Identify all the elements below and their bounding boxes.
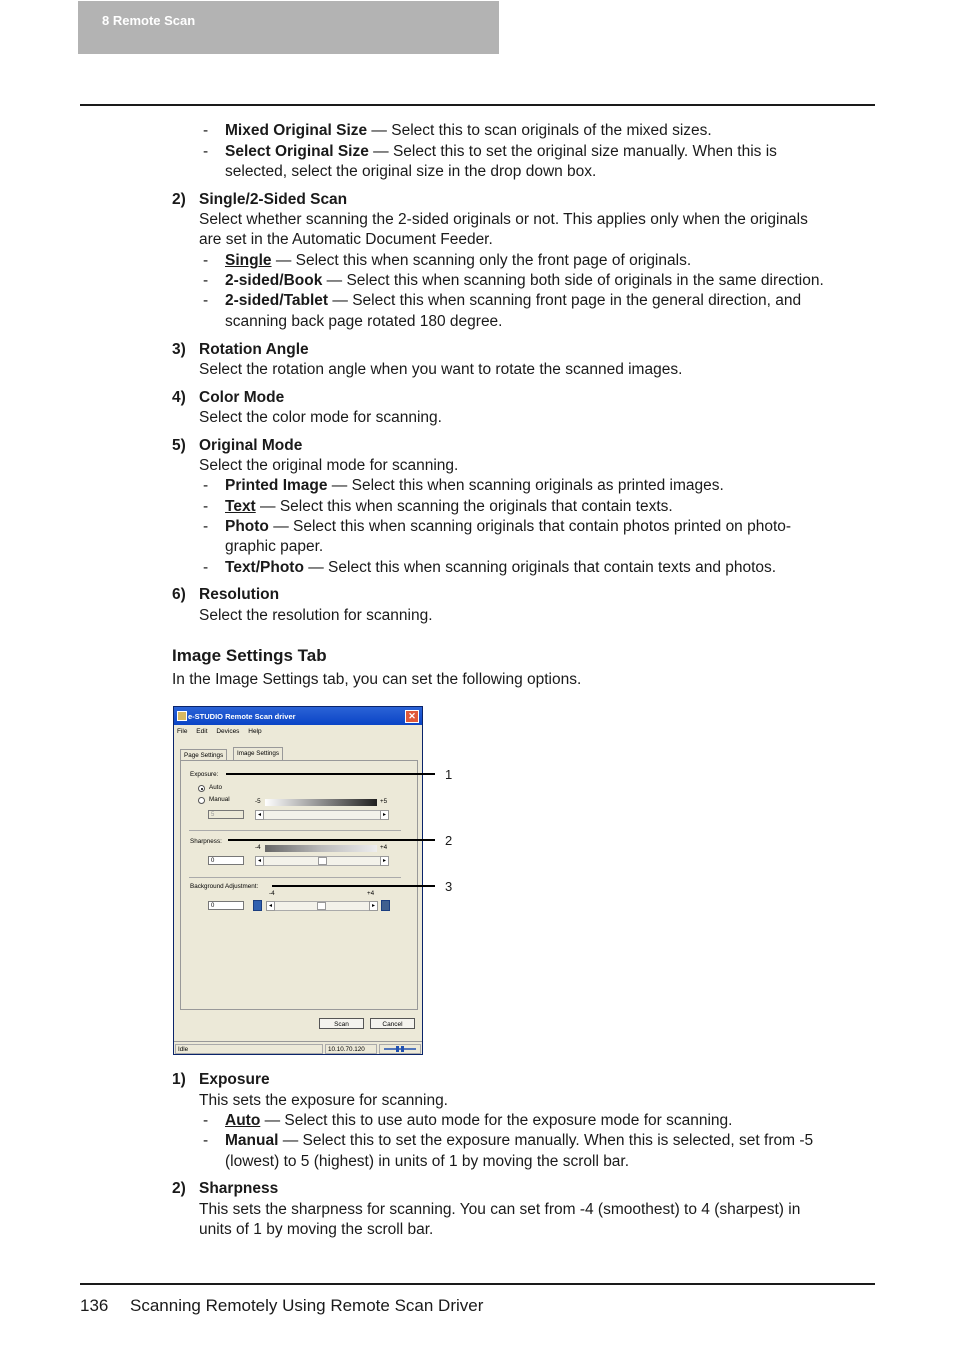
manual-radio[interactable]	[198, 797, 205, 804]
item-text: Select the rotation angle when you want to rotate the scanned images.	[199, 361, 683, 378]
section-intro: In the Image Settings tab, you can set the following options.	[172, 671, 582, 688]
item-number: 3)	[172, 341, 186, 358]
scroll-left-icon[interactable]: ◂	[266, 901, 275, 911]
remote-scan-dialog	[173, 706, 423, 1055]
item-title-color-mode: Color Mode	[199, 389, 285, 406]
bullet-dash: -	[203, 143, 209, 160]
status-text: Idle	[175, 1044, 323, 1054]
bullet-dash: -	[203, 272, 209, 289]
menu-edit[interactable]: Edit	[196, 728, 208, 735]
bullet-continuation: selected, select the original size in the drop down box.	[225, 163, 597, 180]
item-number: 2)	[172, 1180, 186, 1197]
item-text: units of 1 by moving the scroll bar.	[199, 1221, 434, 1238]
scroll-right-icon[interactable]: ▸	[380, 810, 389, 820]
connection-icon	[379, 1044, 421, 1054]
item-text: are set in the Automatic Document Feeder.	[199, 231, 493, 248]
bullet-select-original-size: Select Original Size — Select this to set the original size manually. When this is	[225, 143, 777, 160]
bullet-dash: -	[203, 498, 209, 515]
status-ip: 10.10.70.120	[325, 1044, 377, 1054]
section-heading: Image Settings Tab	[172, 646, 327, 665]
sharpness-gradient	[265, 845, 377, 852]
bullet-dash: -	[203, 1132, 209, 1149]
sharpness-scrollbar[interactable]	[255, 856, 389, 866]
background-value-field[interactable]: 0	[208, 901, 244, 910]
exposure-max-label: +5	[380, 798, 388, 805]
top-rule	[80, 104, 875, 106]
callout-line-2	[228, 839, 435, 841]
background-lighter-icon[interactable]	[253, 900, 262, 911]
footer-title: Scanning Remotely Using Remote Scan Driver	[130, 1296, 484, 1315]
item-number: 4)	[172, 389, 186, 406]
bottom-rule	[80, 1283, 875, 1285]
item-title-exposure: Exposure	[199, 1071, 270, 1088]
item-title-sharpness: Sharpness	[199, 1180, 279, 1197]
background-adjustment-label: Background Adjustment:	[190, 883, 259, 890]
dialog-title: e-STUDIO Remote Scan driver	[188, 712, 296, 721]
background-slider-thumb[interactable]	[317, 902, 326, 910]
menu-devices[interactable]: Devices	[216, 728, 240, 735]
bullet-mixed-original-size: Mixed Original Size — Select this to scan originals of the mixed sizes.	[225, 122, 712, 139]
item-text: Select the resolution for scanning.	[199, 607, 433, 624]
bullet-continuation: scanning back page rotated 180 degree.	[225, 313, 503, 330]
auto-radio[interactable]	[198, 785, 205, 792]
app-icon	[177, 711, 187, 721]
close-icon[interactable]: ✕	[405, 710, 419, 723]
scan-button[interactable]: Scan	[319, 1018, 364, 1029]
bullet-photo: Photo — Select this when scanning originals that contain photos printed on photo-	[225, 518, 792, 535]
tab-image-settings[interactable]: Image Settings	[233, 747, 283, 760]
chapter-tab	[78, 1, 499, 54]
item-title-single-2-sided-scan: Single/2-Sided Scan	[199, 191, 348, 208]
bullet-continuation: graphic paper.	[225, 538, 324, 555]
scroll-left-icon[interactable]: ◂	[255, 856, 264, 866]
bullet-auto: Auto — Select this to use auto mode for the exposure mode for scanning.	[225, 1112, 733, 1129]
item-number: 5)	[172, 437, 186, 454]
sharpness-label: Sharpness:	[190, 838, 222, 845]
separator	[189, 830, 401, 831]
item-text: Select the color mode for scanning.	[199, 409, 442, 426]
scroll-left-icon[interactable]: ◂	[255, 810, 264, 820]
item-text: This sets the sharpness for scanning. You can set from -4 (smoothest) to 4 (sharpest) in	[199, 1201, 801, 1218]
bullet-dash: -	[203, 292, 209, 309]
bullet-single: Single — Select this when scanning only the front page of originals.	[225, 252, 692, 269]
menu-help[interactable]: Help	[248, 728, 262, 735]
bullet-2-sided-tablet: 2-sided/Tablet — Select this when scanning front page in the general direction, and	[225, 292, 802, 309]
manual-radio-label: Manual	[209, 796, 230, 803]
callout-line-3	[272, 885, 435, 887]
exposure-gradient	[265, 799, 377, 806]
sharpness-slider-thumb[interactable]	[318, 857, 327, 865]
bullet-printed-image: Printed Image — Select this when scanning originals as printed images.	[225, 477, 724, 494]
sharpness-max-label: +4	[380, 844, 388, 851]
exposure-min-label: -5	[255, 798, 261, 805]
bullet-2-sided-book: 2-sided/Book — Select this when scanning both side of originals in the same direction.	[225, 272, 824, 289]
bullet-dash: -	[203, 252, 209, 269]
background-darker-icon[interactable]	[381, 900, 390, 911]
item-title-resolution: Resolution	[199, 586, 280, 603]
background-min-label: -4	[269, 890, 275, 897]
item-title-rotation-angle: Rotation Angle	[199, 341, 309, 358]
separator	[189, 877, 401, 878]
bullet-manual: Manual — Select this to set the exposure manually. When this is selected, set from -5	[225, 1132, 814, 1149]
item-number: 6)	[172, 586, 186, 603]
callout-line-1	[226, 773, 435, 775]
bullet-dash: -	[203, 518, 209, 535]
callout-number-3: 3	[445, 879, 453, 894]
dialog-titlebar	[174, 707, 422, 725]
callout-number-2: 2	[445, 833, 453, 848]
item-number: 1)	[172, 1071, 186, 1088]
bullet-text: Text — Select this when scanning the originals that contain texts.	[225, 498, 673, 515]
exposure-scrollbar[interactable]	[255, 810, 389, 820]
background-scrollbar[interactable]	[266, 901, 378, 911]
auto-radio-label: Auto	[209, 784, 222, 791]
cancel-button[interactable]: Cancel	[370, 1018, 415, 1029]
item-title-original-mode: Original Mode	[199, 437, 303, 454]
item-number: 2)	[172, 191, 186, 208]
scroll-right-icon[interactable]: ▸	[380, 856, 389, 866]
scroll-right-icon[interactable]: ▸	[369, 901, 378, 911]
item-text: Select the original mode for scanning.	[199, 457, 459, 474]
menu-bar	[177, 728, 269, 735]
chapter-label: 8 Remote Scan	[102, 13, 196, 28]
item-text: Select whether scanning the 2-sided originals or not. This applies only when the originals	[199, 211, 808, 228]
bullet-continuation: (lowest) to 5 (highest) in units of 1 by moving the scroll bar.	[225, 1153, 630, 1170]
background-max-label: +4	[367, 890, 375, 897]
status-bar	[174, 1041, 422, 1055]
bullet-dash: -	[203, 477, 209, 494]
bullet-dash: -	[203, 122, 209, 139]
menu-file[interactable]: File	[177, 728, 188, 735]
bullet-dash: -	[203, 559, 209, 576]
sharpness-min-label: -4	[255, 844, 261, 851]
callout-number-1: 1	[445, 767, 453, 782]
exposure-label: Exposure:	[190, 771, 219, 778]
exposure-value-field[interactable]: 5	[208, 810, 244, 819]
tab-page-settings[interactable]: Page Settings	[180, 749, 227, 761]
bullet-text-photo: Text/Photo — Select this when scanning originals that contain texts and photos.	[225, 559, 777, 576]
item-text: This sets the exposure for scanning.	[199, 1092, 448, 1109]
page-number: 136	[80, 1296, 109, 1315]
bullet-dash: -	[203, 1112, 209, 1129]
sharpness-value-field[interactable]: 0	[208, 856, 244, 865]
